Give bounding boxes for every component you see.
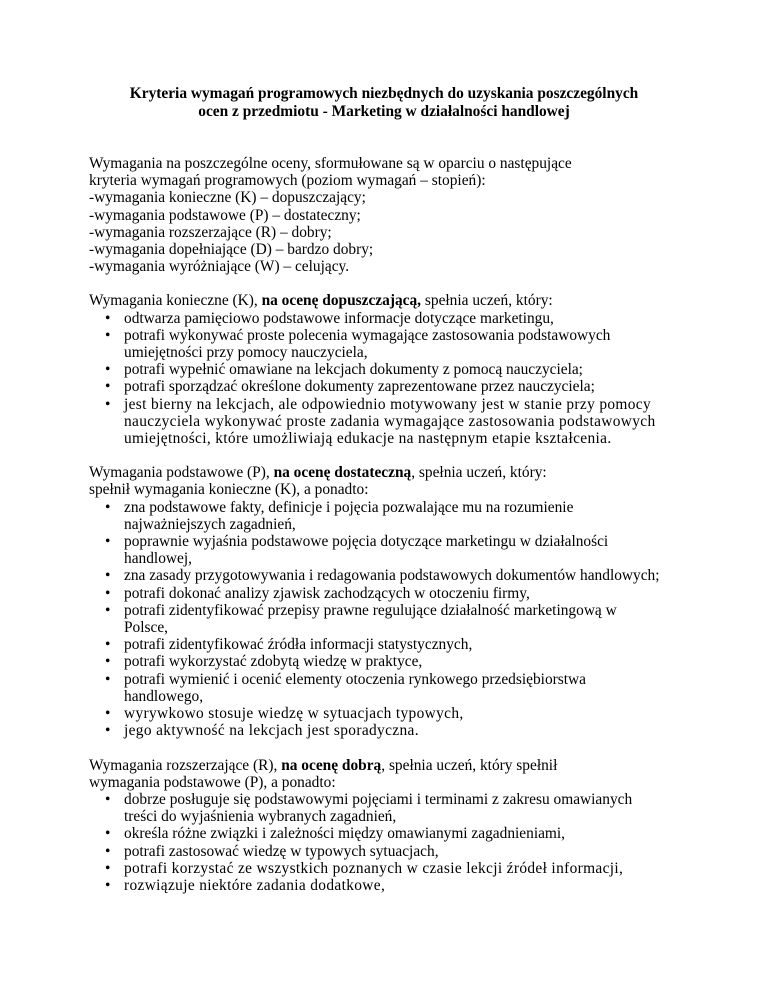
section-rozszerzajace xyxy=(89,757,689,895)
bullet-list xyxy=(89,310,689,448)
list-item xyxy=(89,671,689,705)
list-item-line: • zna zasady przygotowywania i redagowania podstawowych dokumentów handlowych; xyxy=(124,567,660,585)
list-item-line: • potrafi wykorzystać zdobytą wiedzę w praktyce, xyxy=(124,653,423,671)
section-podstawowe xyxy=(89,464,689,739)
list-item-line: • jest bierny na lekcjach, ale odpowiednio motywowany jest w stanie przy pomocy xyxy=(124,395,652,413)
intro-line: -wymagania dopełniające (D) – bardzo dobry; xyxy=(89,241,374,259)
list-item-line: Polsce, xyxy=(124,619,169,637)
lead-text: spełnia uczeń, który: xyxy=(421,292,553,310)
lead-grade: na ocenę dostateczną xyxy=(273,464,412,482)
intro-line: -wymagania wyróżniające (W) – celujący. xyxy=(89,258,350,276)
list-item-line: najważniejszych zagadnień, xyxy=(124,515,296,533)
bullet-list xyxy=(89,791,689,894)
list-item-line: • potrafi dokonać analizy zjawisk zachodzących w otoczeniu firmy, xyxy=(124,584,530,602)
list-item xyxy=(89,843,689,860)
lead-text: , spełnia uczeń, który spełnił xyxy=(381,756,558,774)
list-item xyxy=(89,396,689,448)
list-item xyxy=(89,877,689,894)
intro-line: -wymagania konieczne (K) – dopuszczający; xyxy=(89,189,366,207)
list-item xyxy=(89,567,689,584)
list-item-line: • jego aktywność na lekcjach jest sporadyczna. xyxy=(124,722,419,740)
document-body xyxy=(89,155,689,894)
list-item-line: handlowego, xyxy=(124,687,204,705)
list-item xyxy=(89,361,689,378)
list-item xyxy=(89,499,689,533)
intro-section xyxy=(89,155,689,275)
section-lead xyxy=(89,292,689,309)
list-item xyxy=(89,602,689,636)
list-item xyxy=(89,722,689,739)
list-item xyxy=(89,791,689,825)
list-item xyxy=(89,378,689,395)
list-item-line: • potrafi wykonywać proste polecenia wymagające zastosowania podstawowych xyxy=(124,326,611,344)
intro-line: Wymagania na poszczególne oceny, sformułowane są w oparciu o następujące xyxy=(89,155,572,172)
intro-line: -wymagania podstawowe (P) – dostateczny; xyxy=(89,206,361,224)
bullet-list xyxy=(89,499,689,740)
list-item-line: nauczyciela wykonywać proste zadania wymagające zastosowania podstawowych xyxy=(124,412,656,430)
list-item-line: umiejętności, które umożliwiają edukacje na następnym etapie kształcenia. xyxy=(124,430,612,448)
lead-grade: na ocenę dopuszczającą, xyxy=(261,292,422,310)
list-item-line: • wyrywkowo stosuje wiedzę w sytuacjach typowych, xyxy=(124,705,464,723)
list-item xyxy=(89,636,689,653)
list-item-line: • potrafi wymienić i ocenić elementy otoczenia rynkowego przedsiębiorstwa xyxy=(124,670,586,688)
lead-text: Wymagania konieczne (K), xyxy=(89,292,262,310)
intro-line: kryteria wymagań programowych (poziom wymagań – stopień): xyxy=(89,172,486,190)
lead-text: Wymagania podstawowe (P), xyxy=(89,464,274,482)
list-item-line: • określa różne związki i zależności między omawianymi zagadnieniami, xyxy=(124,825,566,843)
intro-line: -wymagania rozszerzające (R) – dobry; xyxy=(89,223,332,241)
list-item-line: • potrafi zidentyfikować źródła informacji statystycznych, xyxy=(124,636,473,654)
list-item-line: • dobrze posługuje się podstawowymi pojęciami i terminami z zakresu omawianych xyxy=(124,790,633,808)
list-item-line: umiejętności przy pomocy nauczyciela, xyxy=(124,344,368,362)
list-item-line: • potrafi korzystać ze wszystkich poznanych w czasie lekcji źródeł informacji, xyxy=(124,859,624,877)
section-lead xyxy=(89,464,689,481)
list-item-line: • zna podstawowe fakty, definicje i pojęcia pozwalające mu na rozumienie xyxy=(124,498,574,516)
title-line-2: ocen z przedmiotu - Marketing w działalności handlowej xyxy=(198,103,570,120)
list-item-line: • potrafi zidentyfikować przepisy prawne regulujące działalność marketingową w xyxy=(124,601,617,619)
section-lead-2: wymagania podstawowe (P), a ponadto: xyxy=(89,773,336,791)
list-item xyxy=(89,653,689,670)
list-item-line: • potrafi sporządzać określone dokumenty zaprezentowane przez nauczyciela; xyxy=(124,378,595,396)
list-item xyxy=(89,825,689,842)
list-item-line: • poprawnie wyjaśnia podstawowe pojęcia dotyczące marketingu w działalności xyxy=(124,533,609,551)
section-lead xyxy=(89,757,689,774)
list-item-line: • potrafi zastosować wiedzę w typowych sytuacjach, xyxy=(124,842,439,860)
section-konieczne xyxy=(89,292,689,447)
lead-text: Wymagania rozszerzające (R), xyxy=(89,756,282,774)
section-lead-2: spełnił wymagania konieczne (K), a ponadto: xyxy=(89,481,369,499)
title-line-1: Kryteria wymagań programowych niezbędnych do uzyskania poszczególnych xyxy=(129,85,639,102)
list-item xyxy=(89,327,689,361)
list-item xyxy=(89,585,689,602)
document-title xyxy=(0,85,768,121)
list-item xyxy=(89,310,689,327)
list-item xyxy=(89,860,689,877)
list-item-line: treści do wyjaśnienia wybranych zagadnień, xyxy=(124,808,397,826)
list-item-line: • odtwarza pamięciowo podstawowe informacje dotyczące marketingu, xyxy=(124,309,554,327)
list-item xyxy=(89,533,689,567)
lead-grade: na ocenę dobrą xyxy=(281,756,382,774)
lead-text: , spełnia uczeń, który: xyxy=(411,464,547,482)
list-item xyxy=(89,705,689,722)
list-item-line: handlowej, xyxy=(124,550,192,568)
list-item-line: • rozwiązuje niektóre zadania dodatkowe, xyxy=(124,876,386,894)
list-item-line: • potrafi wypełnić omawiane na lekcjach dokumenty z pomocą nauczyciela; xyxy=(124,361,583,379)
